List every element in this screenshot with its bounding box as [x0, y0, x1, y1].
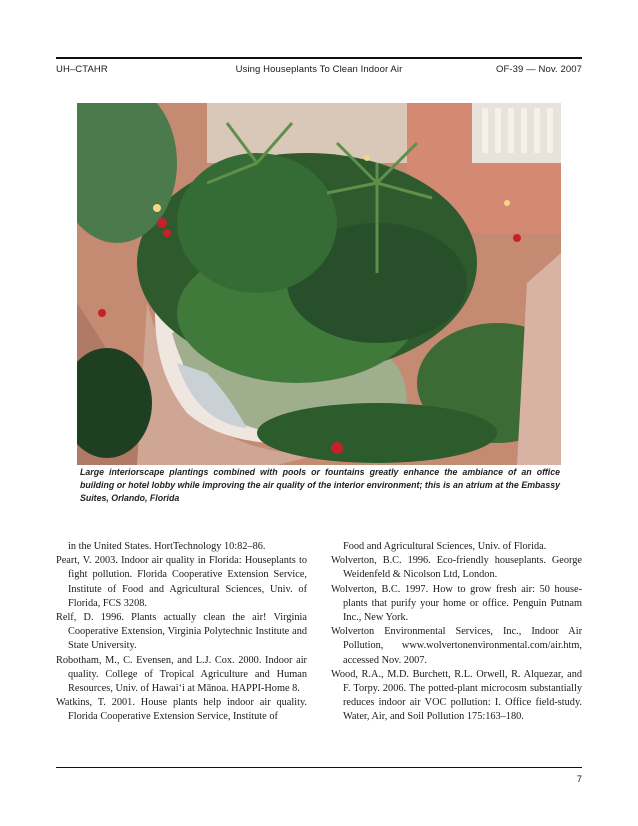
reference-entry: Wood, R.A., M.D. Burchett, R.L. Orwell, R. Alquezar, and F. Torpy. 2006. The potted-plant microcosm substantially reduces indoor air VOC pollution: I. Office field-study. Water, Air, and Soil Pollution 175:163–180.: [331, 668, 582, 723]
reference-entry: Wolverton, B.C. 1996. Eco-friendly houseplants. George Weidenfeld & Nicolson Ltd, London.: [331, 555, 582, 581]
reference-entry: Relf, D. 1996. Plants actually clean the air! Virginia Cooperative Extension, Virginia Polytechnic Institute and State University.: [56, 612, 307, 652]
figure-caption: Large interiorscape plantings combined with pools or fountains greatly enhance the ambiance of an office building or hotel lobby while improving the air quality of the interior environment; this is an atrium at the Embassy Suites, Orlando, Florida: [80, 467, 560, 503]
header-title: Using Houseplants To Clean Indoor Air: [235, 64, 403, 75]
reference-entry: Peart, V. 2003. Indoor air quality in Florida: Houseplants to fight pollution. Florida Cooperative Extension Service, Institute of Food and Agricultural Sciences, Univ. of Florida, FCS 3208.: [56, 555, 307, 609]
reference-entry: Wolverton, B.C. 1997. How to grow fresh air: 50 house-plants that purify your home or office. Penguin Putnam Inc., New York.: [331, 583, 582, 624]
header-left: UH–CTAHR: [56, 64, 108, 75]
running-header: [56, 64, 582, 78]
header-right: OF-39 — Nov. 2007: [495, 64, 582, 75]
reference-entry: Robotham, M., C. Evensen, and L.J. Cox. 2000. Indoor air quality. College of Tropical Agriculture and Human Resources, Univ. of Hawai‘i at Mānoa. HAPPI-Home 8.: [56, 654, 307, 695]
footer-rule: [56, 767, 582, 768]
reference-entry: Wolverton Environmental Services, Inc., Indoor Air Pollution, www.wolvertonenvironmental.com/air.htm, accessed Nov. 2007.: [331, 626, 582, 666]
references-right-column: [331, 540, 582, 725]
header-rule: [56, 57, 582, 59]
reference-entry: in the United States. HortTechnology 10:82–86.: [68, 541, 266, 552]
page-number: 7: [576, 774, 582, 785]
reference-entry: Watkins, T. 2001. House plants help indoor air quality. Florida Cooperative Extension Service, Institute of: [56, 697, 307, 723]
atrium-plants-photo: [77, 103, 561, 465]
reference-entry: Food and Agricultural Sciences, Univ. of Florida.: [343, 541, 547, 552]
references-left-column: [56, 540, 307, 725]
